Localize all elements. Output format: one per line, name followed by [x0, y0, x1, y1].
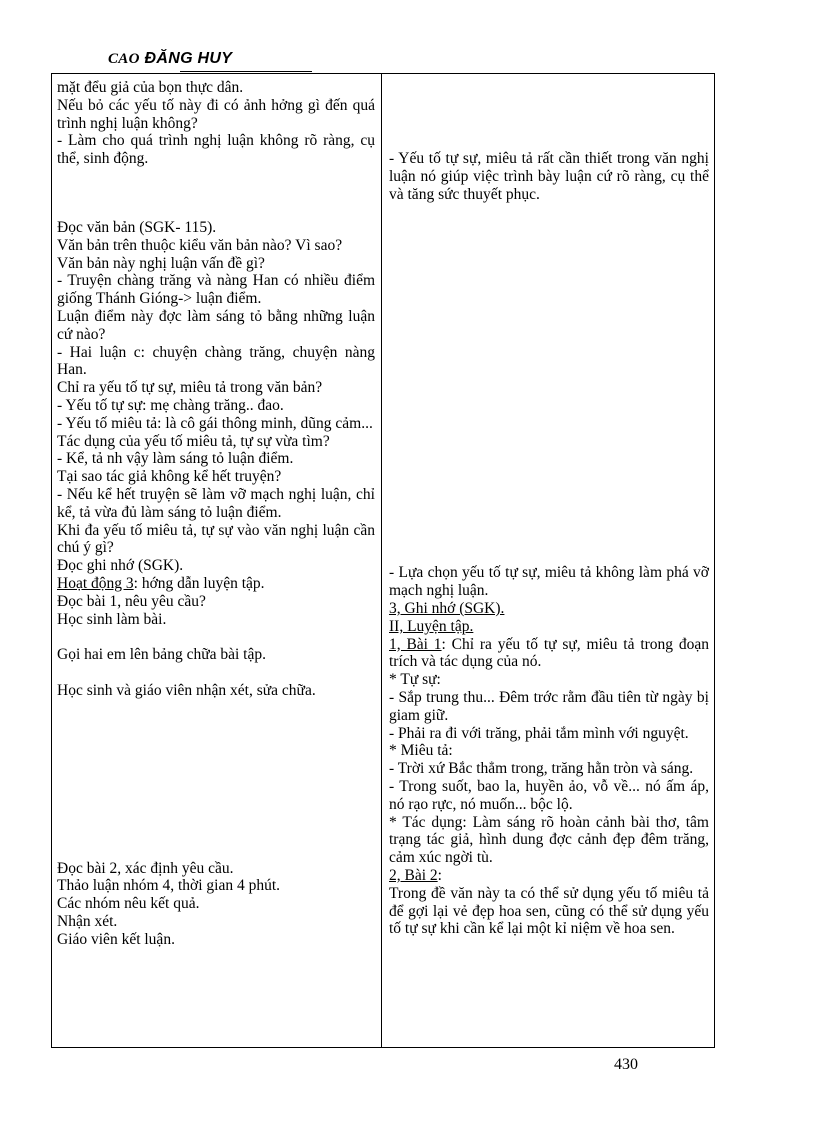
left-text: Đọc bài 2, xác định yêu cầu. — [57, 859, 234, 877]
left-text: Nhận xét. — [57, 912, 118, 930]
right-text: - Phải ra đi với trăng, phải tắm mình với nguyệt. — [389, 724, 689, 742]
left-text: Tại sao tác giả không kể hết truyện? — [57, 468, 282, 486]
left-text: Đọc ghi nhớ (SGK). — [57, 557, 184, 575]
content-column — [389, 150, 709, 938]
activity-heading: Hoạt động 3: hớng dẫn luyện tập. — [57, 574, 265, 592]
left-text: Văn bản này nghị luận vấn đề gì? — [57, 254, 265, 272]
exercise-2-label: 2, Bài 2 — [389, 866, 438, 884]
header-prefix: CAO — [108, 51, 140, 67]
left-text: Học sinh và giáo viên nhận xét, sửa chữa. — [57, 681, 316, 699]
left-text: Đọc bài 1, nêu yêu cầu? — [57, 592, 206, 610]
right-text: * Miêu tả: — [389, 742, 453, 760]
header-underline — [180, 71, 312, 72]
left-text: Chỉ ra yếu tố tự sự, miêu tả trong văn bản? — [57, 379, 323, 397]
left-text: Luận điểm này đợc làm sáng tỏ bằng những luận cứ nào? — [57, 307, 375, 343]
header-name: ĐĂNG HUY — [144, 50, 233, 67]
left-text: Tác dụng của yếu tố miêu tả, tự sự vừa tìm? — [57, 432, 330, 450]
left-text: Các nhóm nêu kết quả. — [57, 895, 200, 913]
left-text: mặt đểu giả của bọn thực dân. — [57, 79, 244, 96]
left-text: Học sinh làm bài. — [57, 610, 167, 628]
right-text: * Tự sự: — [389, 671, 441, 689]
right-text: - Sắp trung thu... Đêm trớc rằm đầu tiên từ ngày bị giam giữ. — [389, 688, 709, 724]
right-text: - Yếu tố tự sự, miêu tả rất cần thiết trong văn nghị luận nó giúp việc trình bày luận cứ rõ ràng, cụ thể và tăng sức thuyết phục. — [389, 150, 709, 203]
right-text: - Trong suốt, bao la, huyền ảo, vỗ về... nó ấm áp, nó rạo rực, nó muốn... bộc lộ. — [389, 777, 709, 813]
left-text: - Yếu tố tự sự: mẹ chàng trăng.. đao. — [57, 396, 284, 414]
left-text: - Nếu kể hết truyện sẽ làm vỡ mạch nghị luận, chỉ kể, tả vừa đủ làm sáng tỏ luận điểm. — [57, 485, 375, 521]
left-text: Nếu bỏ các yếu tố này đi có ảnh hởng gì đến quá trình nghị luận không? — [57, 96, 375, 132]
left-text: - Truyện chàng trăng và nàng Han có nhiều điểm giống Thánh Gióng-> luận điểm. — [57, 272, 375, 308]
exercise-1-label: 1, Bài 1 — [389, 635, 442, 653]
left-text: Văn bản trên thuộc kiểu văn bản nào? Vì sao? — [57, 236, 343, 254]
activity-label: Hoạt động 3 — [57, 574, 134, 592]
left-text: Gọi hai em lên bảng chữa bài tập. — [57, 646, 266, 664]
teacher-student-column — [57, 79, 375, 948]
left-text: Thảo luận nhóm 4, thời gian 4 phút. — [57, 877, 281, 895]
left-text: Đọc văn bản (SGK- 115). — [57, 218, 217, 236]
exercise-2: 2, Bài 2: — [389, 866, 442, 884]
left-text: - Yếu tố miêu tả: là cô gái thông minh, dũng cảm... — [57, 414, 373, 432]
right-text: Trong đề văn này ta có thể sử dụng yếu tố miêu tả để gợi lại vẻ đẹp hoa sen, cũng có thể sử dụng yếu tố tự sự khi cần kể lại một kỉ niệm về hoa sen. — [389, 884, 709, 938]
exercise-1: 1, Bài 1: Chỉ ra yếu tố tự sự, miêu tả trong đoạn trích và tác dụng của nó. — [389, 635, 709, 671]
ghi-nho-heading: 3, Ghi nhớ (SGK). — [389, 599, 505, 617]
left-text: Giáo viên kết luận. — [57, 930, 175, 948]
right-text: - Lựa chọn yếu tố tự sự, miêu tả không làm phá vỡ mạch nghị luận. — [389, 564, 709, 600]
page-header — [108, 50, 232, 68]
left-text: - Làm cho quá trình nghị luận không rõ ràng, cụ thể, sinh động. — [57, 132, 375, 168]
right-text: - Trời xứ Bắc thẳm trong, trăng hằn tròn và sáng. — [389, 760, 694, 778]
left-text: - Hai luận c: chuyện chàng trăng, chuyện nàng Han. — [57, 343, 375, 379]
luyen-tap-heading: II, Luyện tập. — [389, 617, 474, 635]
right-text: * Tác dụng: Làm sáng rõ hoàn cảnh bài thơ, tâm trạng tác giả, hình dung đợc cảnh đẹp đêm trăng, cảm xúc ngời tù. — [389, 813, 709, 867]
left-text: - Kể, tả nh vậy làm sáng tỏ luận điểm. — [57, 450, 294, 468]
column-divider — [381, 73, 382, 1048]
page-number: 430 — [614, 1056, 638, 1073]
left-text: Khi đa yếu tố miêu tả, tự sự vào văn nghị luận cần chú ý gì? — [57, 521, 375, 557]
